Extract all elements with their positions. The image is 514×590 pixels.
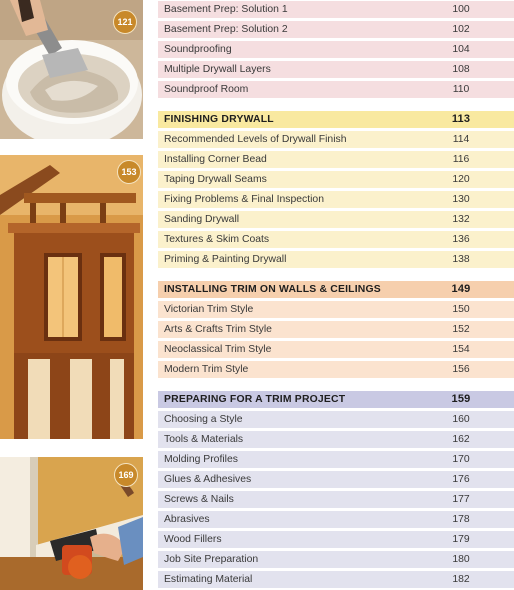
toc-entry-page: 108 (452, 64, 470, 75)
toc-entry-page: 120 (452, 174, 470, 185)
toc-entry-page: 138 (452, 254, 470, 265)
toc-entry[interactable] (158, 511, 514, 528)
toc-entry[interactable] (158, 491, 514, 508)
toc-entry-page: 156 (452, 364, 470, 375)
page-badge-121: 121 (113, 10, 137, 34)
toc-entry-title: Tools & Materials (164, 434, 244, 445)
toc-entry[interactable] (158, 471, 514, 488)
toc-entry-page: 180 (452, 554, 470, 565)
toc-entry[interactable] (158, 41, 514, 58)
toc-entry-title: Job Site Preparation (164, 554, 259, 565)
photo-column (0, 0, 143, 590)
toc-entry-title: Basement Prep: Solution 2 (164, 24, 288, 35)
toc-entry-title: Choosing a Style (164, 414, 243, 425)
toc-entry[interactable] (158, 301, 514, 318)
toc-entry-page: 100 (452, 4, 470, 15)
toc-entry-title: Multiple Drywall Layers (164, 64, 271, 75)
toc-entry[interactable] (158, 431, 514, 448)
toc-entry[interactable] (158, 211, 514, 228)
toc-entry[interactable] (158, 21, 514, 38)
toc-entry[interactable] (158, 171, 514, 188)
toc-entry[interactable] (158, 551, 514, 568)
section-title: FINISHING DRYWALL (164, 114, 274, 125)
toc-entry-page: 132 (452, 214, 470, 225)
toc-entry-page: 160 (452, 414, 470, 425)
section-page: 149 (451, 283, 471, 295)
toc-entry-page: 130 (452, 194, 470, 205)
toc-section-installing-trim[interactable] (158, 281, 514, 298)
toc-entry[interactable] (158, 81, 514, 98)
toc-entry-title: Sanding Drywall (164, 214, 240, 225)
toc-entry-title: Victorian Trim Style (164, 304, 254, 315)
toc-entry[interactable] (158, 61, 514, 78)
toc-entry-title: Abrasives (164, 514, 210, 525)
toc-entry[interactable] (158, 191, 514, 208)
toc-entry[interactable] (158, 251, 514, 268)
toc-entry[interactable] (158, 571, 514, 588)
page-badge-169: 169 (114, 463, 138, 487)
toc-entry-title: Arts & Crafts Trim Style (164, 324, 272, 335)
toc-entry-page: 152 (452, 324, 470, 335)
toc-entry[interactable] (158, 411, 514, 428)
toc-entry-page: 104 (452, 44, 470, 55)
toc-entry-title: Molding Profiles (164, 454, 238, 465)
toc-entry-title: Taping Drywall Seams (164, 174, 267, 185)
section-title: PREPARING FOR A TRIM PROJECT (164, 394, 346, 405)
toc-entry[interactable] (158, 231, 514, 248)
toc-entry[interactable] (158, 1, 514, 18)
photo-craftsman-newel-post (0, 155, 143, 439)
toc-entry-title: Soundproof Room (164, 84, 249, 95)
toc-entry-page: 162 (452, 434, 470, 445)
toc-entry[interactable] (158, 361, 514, 378)
toc-entry-title: Estimating Material (164, 574, 253, 585)
toc-entry[interactable] (158, 321, 514, 338)
page-badge-153: 153 (117, 160, 141, 184)
toc-entry-page: 102 (452, 24, 470, 35)
toc-entry-page: 170 (452, 454, 470, 465)
toc-entry-page: 150 (452, 304, 470, 315)
toc-entry[interactable] (158, 131, 514, 148)
toc-section-preparing-trim-project[interactable] (158, 391, 514, 408)
toc-entry-page: 154 (452, 344, 470, 355)
toc-entry-page: 176 (452, 474, 470, 485)
toc-entry-title: Textures & Skim Coats (164, 234, 270, 245)
toc-entry-title: Priming & Painting Drywall (164, 254, 287, 265)
toc-entry-title: Fixing Problems & Final Inspection (164, 194, 324, 205)
toc-entry[interactable] (158, 451, 514, 468)
toc-entry-page: 182 (452, 574, 470, 585)
section-page: 113 (451, 113, 471, 125)
toc-entry-title: Basement Prep: Solution 1 (164, 4, 288, 15)
photo-joint-compound-bucket (0, 0, 143, 139)
section-page: 159 (451, 393, 471, 405)
toc-entry-page: 110 (452, 84, 470, 95)
toc-entry[interactable] (158, 531, 514, 548)
toc-entry-page: 136 (452, 234, 470, 245)
photo-nailing-baseboard (0, 457, 143, 590)
toc-entry-title: Wood Fillers (164, 534, 222, 545)
toc-entry-title: Modern Trim Style (164, 364, 249, 375)
toc-entry-title: Soundproofing (164, 44, 232, 55)
toc-section-finishing-drywall[interactable] (158, 111, 514, 128)
toc-entry-title: Neoclassical Trim Style (164, 344, 272, 355)
toc-entry-page: 114 (452, 134, 470, 145)
toc-entry-page: 116 (452, 154, 470, 165)
toc-entry[interactable] (158, 341, 514, 358)
toc-entry-page: 177 (452, 494, 470, 505)
toc-entry-title: Installing Corner Bead (164, 154, 267, 165)
toc-entry-page: 178 (452, 514, 470, 525)
toc-entry-title: Screws & Nails (164, 494, 234, 505)
toc-entry-page: 179 (452, 534, 470, 545)
toc-entry[interactable] (158, 151, 514, 168)
newel-post-illustration (0, 155, 143, 439)
section-title: INSTALLING TRIM ON WALLS & CEILINGS (164, 284, 381, 295)
toc-entry-title: Recommended Levels of Drywall Finish (164, 134, 347, 145)
toc-entry-title: Glues & Adhesives (164, 474, 252, 485)
